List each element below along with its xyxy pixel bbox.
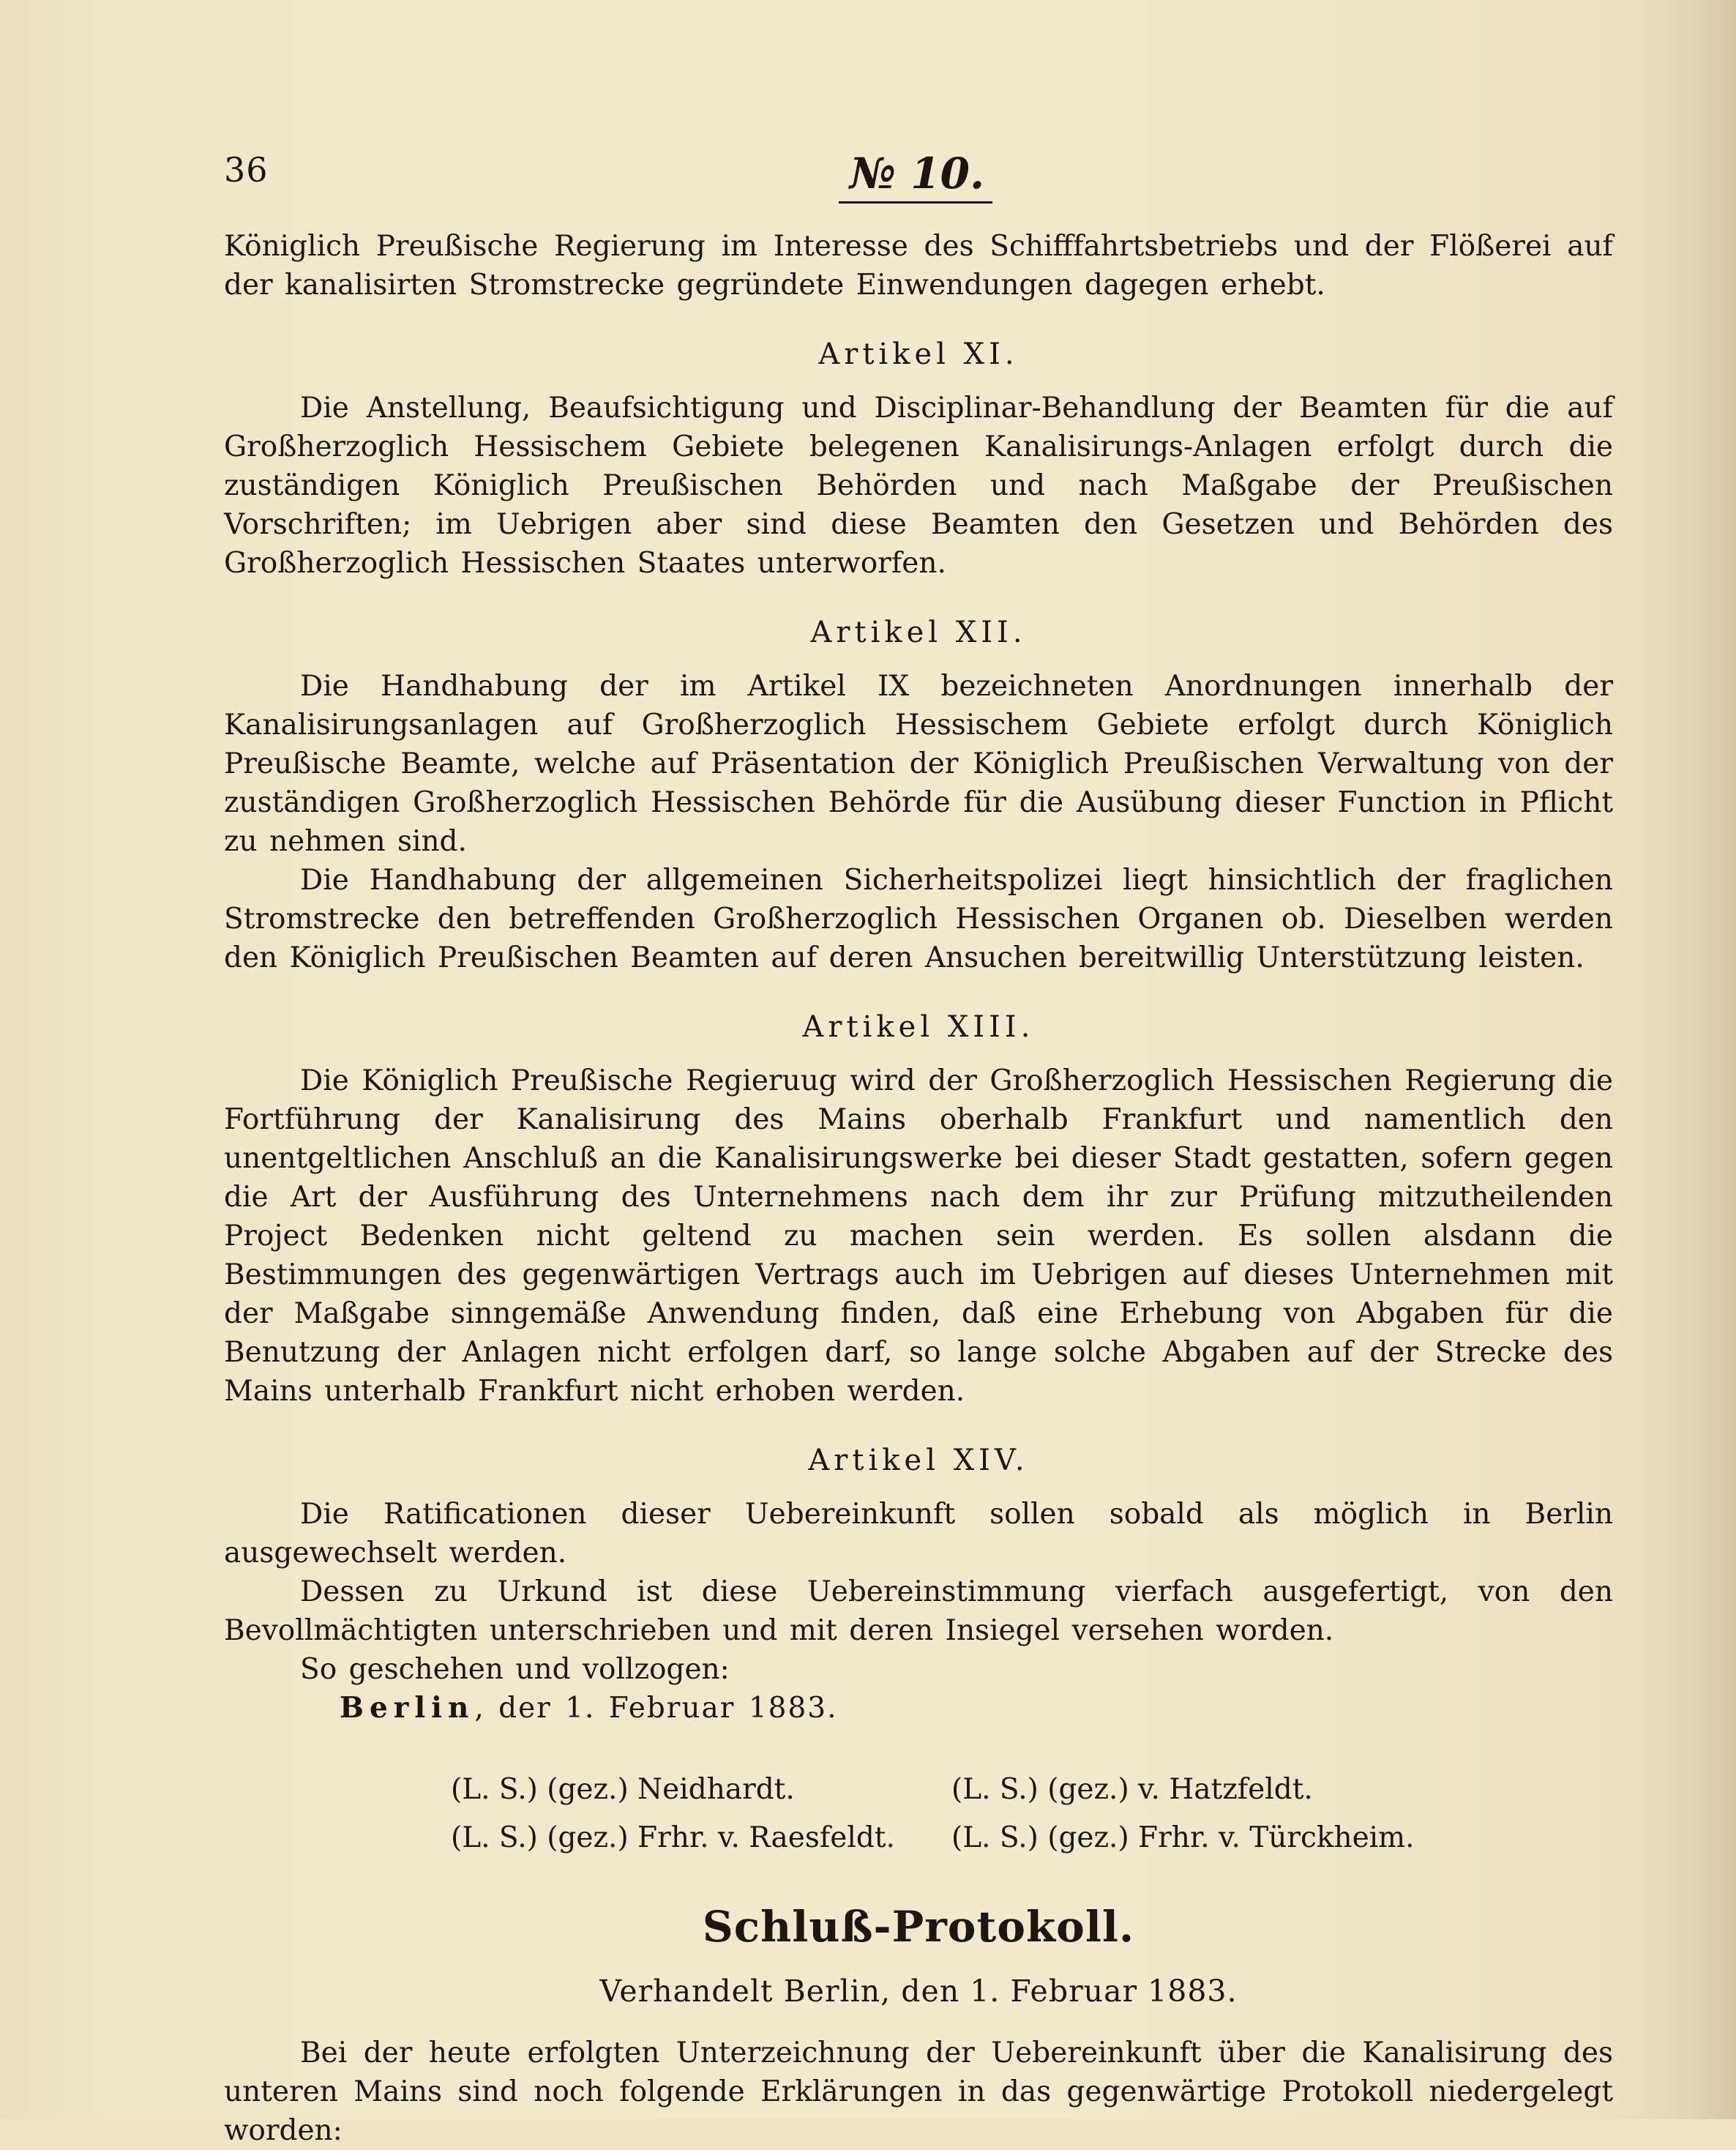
article-paragraph: Die Anstellung, Beaufsichtigung und Disciplinar-Behandlung der Beamten für die auf Großherzoglich Hessischem Gebiete belegenen Kanalisirungs-Anlagen erfolgt durch die zuständigen Königlich Preußischen Behörden und nach Maßgabe der Preußischen Vorschriften; im Uebrigen aber sind diese Beamten den Gesetzen und Behörden des Großherzoglich Hessischen Staates unterworfen. [224,392,1613,580]
page-edge-shadow [1670,0,1736,2119]
signature-raesfeldt: (L. S.) (gez.) Frhr. v. Raesfeldt. [451,1821,895,1854]
closing-done-line: So geschehen und vollzogen: [300,1653,730,1686]
article-heading: Artikel XI. [818,337,1019,371]
closing-place-date [340,1689,1613,1728]
issue-number: № 10. [850,149,985,198]
document-body [224,227,1613,2150]
article-paragraph: Die Handhabung der allgemeinen Sicherheitspolizei liegt hinsichtlich der fraglichen Stromstrecke den betreffenden Großherzoglich Hessischen Organen ob. Dieselben werden den Königlich Preußischen Beamten auf deren Ansuchen bereitwillig Unterstützung leisten. [224,864,1613,974]
article-11 [224,335,1613,583]
article-13 [224,1008,1613,1411]
page-number: 36 [224,150,269,190]
article-paragraph: Die Handhabung der im Artikel IX bezeichneten Anordnungen innerhalb der Kanalisirungsanlagen auf Großherzoglich Hessischem Gebiete erfolgt durch Königlich Preußische Beamte, welche auf Präsentation der Königlich Preußischen Verwaltung von der zuständigen Großherzoglich Hessischen Behörde für die Ausübung dieser Function in Pflicht zu nehmen sind. [224,670,1613,858]
article-paragraph: Dessen zu Urkund ist diese Uebereinstimmung vierfach ausgefertigt, von den Bevollmächtigten unterschrieben und mit deren Insiegel versehen worden. [224,1575,1613,1647]
closing-date: , der 1. Februar 1883. [474,1692,838,1725]
intro-paragraph: Königlich Preußische Regierung im Interesse des Schifffahrtsbetriebs und der Flößerei auf der kanalisirten Stromstrecke gegründete Einwendungen dagegen erhebt. [224,230,1613,302]
protocol-title: Schluß-Protokoll. [702,1902,1135,1952]
signature-block [451,1766,1613,1862]
closing-city: Berlin [340,1691,475,1725]
signature-row [451,1766,1613,1814]
article-14 [224,1441,1613,1728]
signature-neidhardt: (L. S.) (gez.) Neidhardt. [451,1773,795,1806]
header-rule [839,201,992,204]
signature-tuerckheim: (L. S.) (gez.) Frhr. v. Türckheim. [951,1821,1415,1854]
article-heading: Artikel XIV. [808,1444,1029,1477]
protocol-subtitle: Verhandelt Berlin, den 1. Februar 1883. [599,1974,1238,2009]
article-heading: Artikel XII. [810,616,1027,649]
article-heading: Artikel XIII. [802,1010,1035,1044]
signature-hatzfeldt: (L. S.) (gez.) v. Hatzfeldt. [951,1773,1313,1806]
page-header [224,150,1613,209]
article-paragraph: Die Ratificationen dieser Uebereinkunft sollen sobald als möglich in Berlin ausgewechselt werden. [224,1498,1613,1569]
signature-row [451,1814,1613,1862]
article-12 [224,613,1613,977]
protocol-paragraph: Bei der heute erfolgten Unterzeichnung der Uebereinkunft über die Kanalisirung des unteren Mains sind noch folgende Erklärungen in das gegenwärtige Protokoll niedergelegt worden: [224,2037,1613,2147]
article-paragraph: Die Königlich Preußische Regieruug wird der Großherzoglich Hessischen Regierung die Fortführung der Kanalisirung des Mains oberhalb Frankfurt und namentlich den unentgeltlichen Anschluß an die Kanalisirungswerke bei dieser Stadt gestatten, sofern gegen die Art der Ausführung des Unternehmens nach dem ihr zur Prüfung mitzutheilenden Project Bedenken nicht geltend zu machen sein werden. Es sollen alsdann die Bestimmungen des gegenwärtigen Vertrags auch im Uebrigen auf dieses Unternehmen mit der Maßgabe sinngemäße Anwendung finden, daß eine Erhebung von Abgaben für die Benutzung der Anlagen nicht erfolgen darf, so lange solche Abgaben auf der Strecke des Mains unterhalb Frankfurt nicht erhoben werden. [224,1064,1613,1408]
